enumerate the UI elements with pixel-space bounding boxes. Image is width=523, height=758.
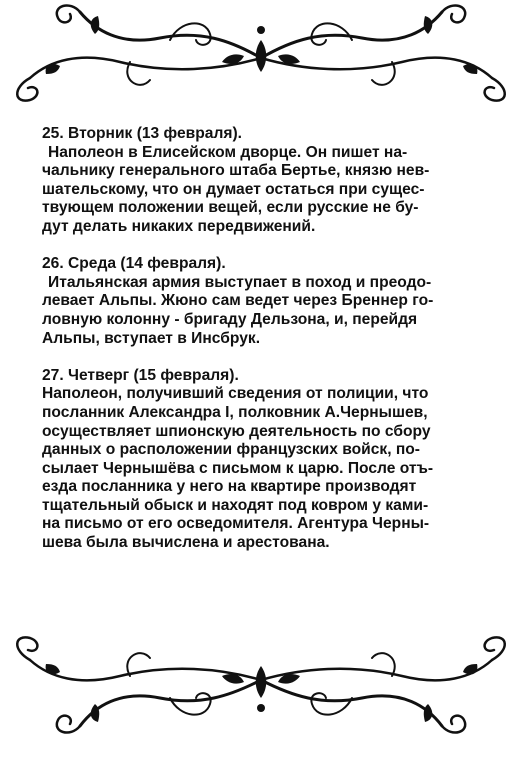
entry-text-line: шательскому, что он думает остаться при сущес- bbox=[42, 180, 425, 198]
entry-text-line: Итальянская армия выступает в поход и преодо- bbox=[48, 273, 432, 291]
entry-text-line: посланник Александра I, полковник А.Чернышев, bbox=[42, 403, 428, 421]
entry-text-line: шева была вычислена и арестована. bbox=[42, 534, 330, 552]
entry-text-line: данных о расположении французских войск, по- bbox=[42, 441, 420, 459]
entry-heading: 27. Четверг (15 февраля). bbox=[42, 366, 239, 384]
entry-26 bbox=[42, 255, 512, 348]
entry-text-line: на письмо от его осведомителя. Агентура Черны- bbox=[42, 515, 430, 533]
entry-text-line: ловную колонну - бригаду Дельзона, и, перейдя bbox=[42, 310, 418, 328]
entry-text-line: тщательный обыск и находят под ковром у ками- bbox=[42, 496, 429, 514]
entry-text-line: Наполеон в Елисейском дворце. Он пишет на- bbox=[48, 143, 408, 161]
entry-text-line: езда посланника у него на квартире производят bbox=[42, 478, 417, 496]
entry-heading: 25. Вторник (13 февраля). bbox=[42, 125, 242, 142]
entry-text-line: чальнику генерального штаба Бертье, князю нев- bbox=[42, 162, 430, 180]
document-body bbox=[42, 125, 512, 571]
entry-text-line: осуществляет шпионскую деятельность по сбору bbox=[42, 422, 431, 440]
flourish-ornament-icon bbox=[0, 0, 523, 110]
entry-text-line: дут делать никаких передвижений. bbox=[42, 217, 316, 235]
entry-25 bbox=[42, 125, 512, 237]
entry-text-line: твующем положении вещей, если русские не бу- bbox=[42, 199, 419, 217]
entry-heading: 26. Среда (14 февраля). bbox=[42, 255, 226, 273]
flourish-ornament-icon bbox=[0, 630, 523, 740]
entry-27 bbox=[42, 367, 512, 553]
bottom-ornament-divider bbox=[0, 630, 523, 740]
entry-text-line: левает Альпы. Жюно сам ведет через Бреннер го- bbox=[42, 292, 434, 310]
entry-text-line: Альпы, вступает в Инсбрук. bbox=[42, 329, 261, 347]
entry-text-line: Наполеон, получивший сведения от полиции, что bbox=[42, 385, 429, 403]
top-ornament-divider bbox=[0, 0, 523, 110]
entry-text-line: сылает Чернышёва с письмом к царю. После отъ- bbox=[42, 459, 434, 477]
